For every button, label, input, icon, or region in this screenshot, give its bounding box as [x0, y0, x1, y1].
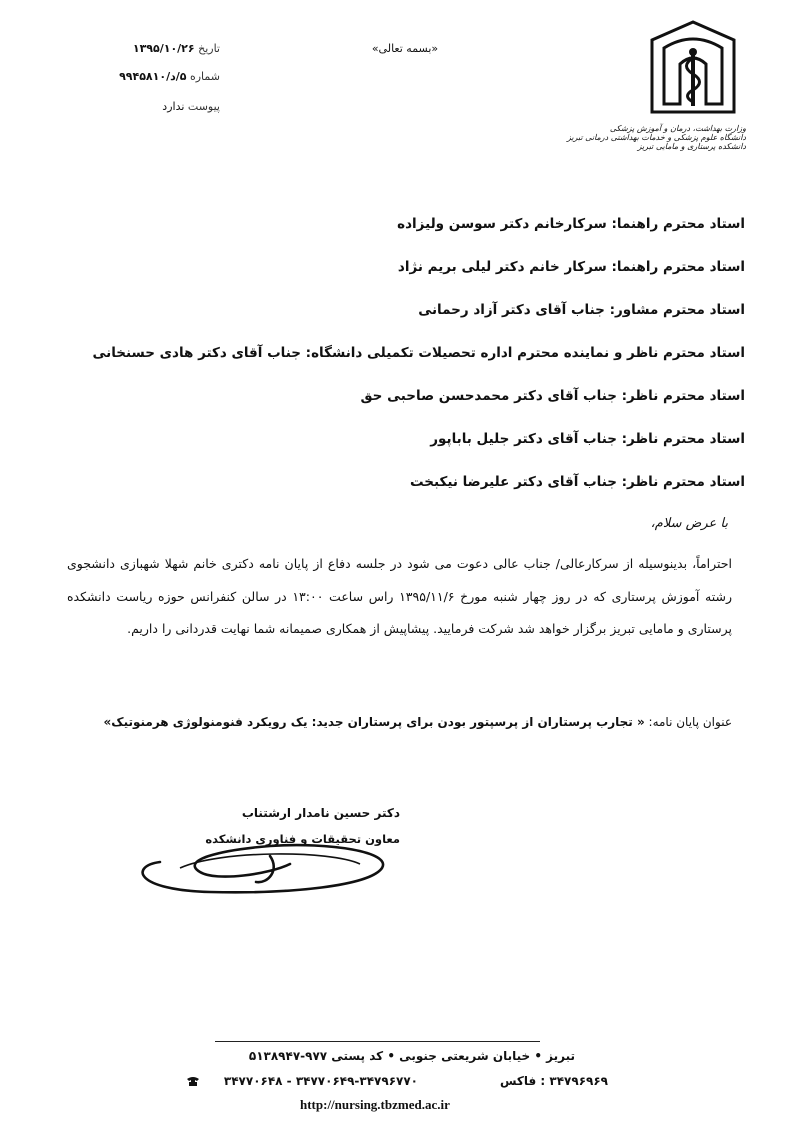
number-label: شماره	[189, 70, 220, 83]
footer-fax: ۳۴۷۹۶۹۶۹ : فاکس	[499, 1074, 608, 1088]
number-row	[90, 70, 220, 83]
date-value: ۱۳۹۵/۱۰/۲۶	[132, 42, 195, 55]
logo-caption-1: وزارت بهداشت، درمان و آموزش پزشکی	[609, 124, 746, 133]
addressee-item: استاد محترم ناظر: جناب آقای دکتر علیرضا نیکبخت	[409, 474, 745, 490]
addressee-item: استاد محترم راهنما: سرکارخانم دکتر سوسن ولیزاده	[397, 216, 745, 232]
thesis-title-row	[67, 712, 732, 732]
addressee-item: استاد محترم ناظر: جناب آقای دکتر جلیل باباپور	[430, 431, 745, 447]
handwritten-signature	[120, 820, 400, 900]
thesis-label: عنوان پایان نامه:	[648, 715, 732, 729]
footer-address: تبریز • خیابان شریعتی جنوبی • کد پستی ۹۷۷-۵۱۳۸۹۴۷	[248, 1049, 575, 1063]
addressee-item: استاد محترم ناظر: جناب آقای دکتر محمدحسن صاحبی حق	[360, 388, 745, 404]
logo-caption-2: دانشگاه علوم پزشکی و خدمات بهداشتی درمانی تبریز	[566, 133, 746, 142]
attachment-value: ندارد	[162, 100, 185, 113]
addressee-list	[92, 214, 745, 515]
footer-divider	[215, 1041, 540, 1042]
letter-body: احتراماً، بدینوسیله از سرکارعالی/ جناب عالی دعوت می شود در جلسه دفاع از پایان نامه دکتری خانم شهلا شهبازی دانشجوی رشته آموزش پرستاری که در روز چهار شنبه مورخ ۱۳۹۵/۱۱/۶ راس ساعت ۱۳:۰۰ در سالن کنفرانس حوزه ریاست دانشکده پرستاری و مامایی تبریز برگزار خواهد شد شرکت فرمایید. پیشاپیش از همکاری صمیمانه شما نهایت قدردانی را داریم.	[67, 556, 733, 636]
footer-phones: ۳۴۷۷۰۶۴۸ - ۳۴۷۷۰۶۴۹-۳۴۷۹۶۷۷۰	[223, 1074, 418, 1088]
addressee-item: استاد محترم ناظر و نماینده محترم اداره تحصیلات تکمیلی دانشگاه: جناب آقای دکتر هادی حسنخانی	[92, 345, 745, 361]
number-value: ۵/د/۹۹۴۵۸۱۰	[119, 70, 187, 83]
attachment-row	[90, 100, 220, 113]
logo-caption-3: دانشکده پرستاری و مامایی تبریز	[637, 142, 746, 151]
phone-icon	[185, 1075, 201, 1087]
bismillah: «بسمه تعالی»	[371, 42, 439, 55]
signatory-title: معاون تحقیقات و فناوری دانشکده	[205, 832, 400, 846]
date-row	[90, 42, 220, 55]
salutation: با عرض سلام،	[650, 516, 728, 531]
thesis-title: « تجارب پرستاران از پرسپتور بودن برای پرستاران جدید: یک رویکرد فنومنولوژی هرمنوتیک»	[103, 715, 645, 729]
addressee-item: استاد محترم راهنما: سرکار خانم دکتر لیلی بریم نژاد	[397, 259, 745, 275]
emblem-icon	[640, 18, 746, 118]
signatory-name: دکتر حسین نامدار ارشتناب	[241, 806, 400, 820]
addressee-item: استاد محترم مشاور: جناب آقای دکتر آزاد رحمانی	[418, 302, 745, 318]
footer-website-link[interactable]: http://nursing.tbzmed.ac.ir	[300, 1097, 450, 1112]
attachment-label: پیوست	[187, 100, 220, 113]
university-logo	[566, 18, 746, 178]
date-label: تاریخ	[198, 42, 220, 55]
